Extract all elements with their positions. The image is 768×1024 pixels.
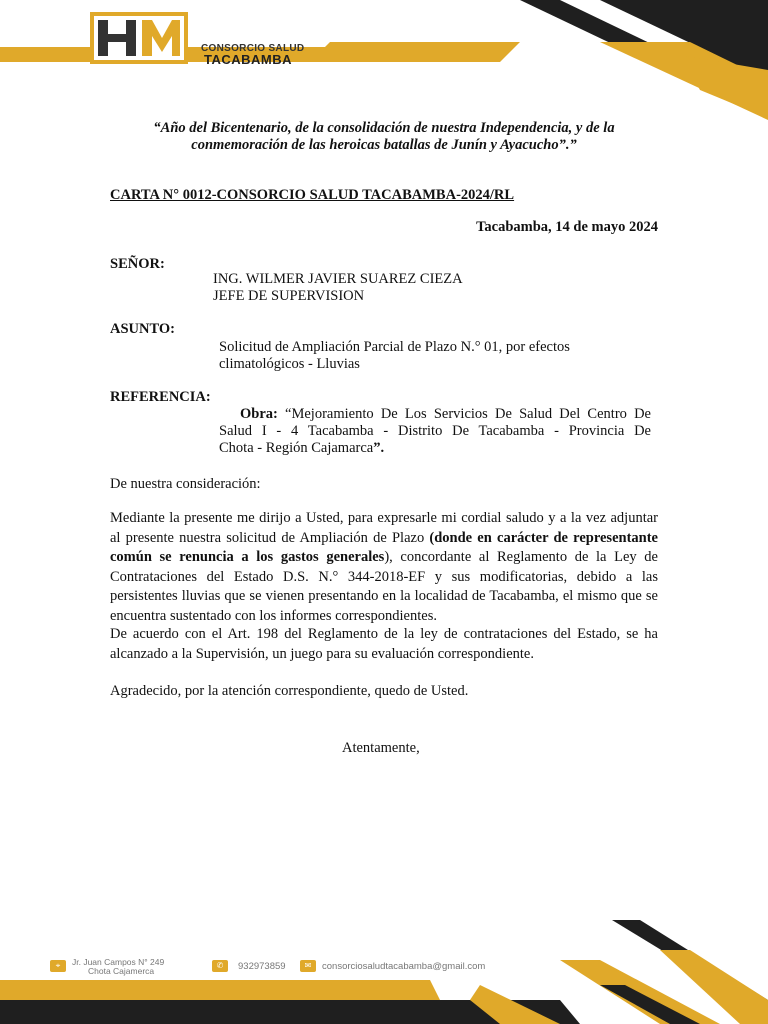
body-paragraph-1 bbox=[110, 509, 658, 626]
year-motto bbox=[110, 120, 658, 154]
addressee-name: ING. WILMER JAVIER SUAREZ CIEZA bbox=[213, 271, 463, 287]
closing-line: Agradecido, por la atención correspondiente, quedo de Usted. bbox=[110, 683, 469, 699]
asunto-line-1: Solicitud de Ampliación Parcial de Plazo N.° 01, por efectos bbox=[219, 339, 570, 355]
obra-line-2: Salud I - 4 Tacabamba - Distrito De Tacabamba - Provincia De bbox=[219, 423, 651, 439]
body-p1-text-a: Mediante la presente me dirijo a Usted, para expresarle mi cordial saludo y a la vez adjuntar al presente nuestra solicitud de Ampliación de Plazo bbox=[110, 510, 658, 546]
obra-line-1: “Mejoramiento De Los Servicios De Salud Del Centro De bbox=[285, 406, 651, 422]
location-icon: ⌖ bbox=[50, 960, 66, 972]
asunto-line-2: climatológicos - Lluvias bbox=[219, 356, 360, 372]
letter-title: CARTA N° 0012-CONSORCIO SALUD TACABAMBA-2024/RL bbox=[110, 187, 515, 203]
obra-reference bbox=[219, 406, 651, 457]
brand-line2: TACABAMBA bbox=[204, 52, 293, 67]
address-line-1: Jr. Juan Campos N° 249 bbox=[72, 957, 165, 967]
phone-icon: ✆ bbox=[212, 960, 228, 972]
body-p1-text-b: ), concordante al Reglamento de la Ley de Contrataciones del Estado D.S. N.° 344-2018-EF y sus modificatorias, debido a las persistentes lluvias que se vienen presentando en la localidad de Tacabamba, el mismo que se encuentra sustentado con los informes correspondientes. bbox=[110, 549, 658, 624]
salutation: De nuestra consideración: bbox=[110, 476, 261, 492]
obra-line-3: Chota - Región Cajamarca bbox=[219, 440, 374, 456]
mail-icon: ✉ bbox=[300, 960, 316, 972]
signoff: Atentamente, bbox=[342, 740, 420, 756]
addressee-role: JEFE DE SUPERVISION bbox=[213, 288, 365, 304]
referencia-label: REFERENCIA: bbox=[110, 389, 211, 405]
letter-date: Tacabamba, 14 de mayo 2024 bbox=[476, 219, 658, 235]
obra-line-3-end: ”. bbox=[373, 440, 385, 456]
brand-line1: CONSORCIO SALUD bbox=[201, 43, 305, 54]
address-line-2: Chota Cajamerca bbox=[88, 966, 155, 976]
senor-label: SEÑOR: bbox=[110, 256, 165, 272]
body-paragraph-2: De acuerdo con el Art. 198 del Reglamento de la ley de contrataciones del Estado, se ha alcanzado a la Supervisión, un juego para su evaluación correspondiente. bbox=[110, 626, 658, 662]
body-p1-bold: (donde en carácter de representante común se renuncia a los gastos generales bbox=[110, 529, 658, 565]
company-logo bbox=[90, 12, 188, 64]
motto-line-2: conmemoración de las heroicas batallas de Junín y Ayacucho”.” bbox=[191, 137, 577, 153]
motto-line-1: “Año del Bicentenario, de la consolidación de nuestra Independencia, y de la bbox=[153, 120, 615, 136]
logo-mark-icon bbox=[90, 12, 188, 64]
phone-number: 932973859 bbox=[238, 961, 286, 972]
obra-label: Obra: bbox=[240, 406, 278, 422]
asunto-label: ASUNTO: bbox=[110, 321, 175, 337]
email-address: consorciosaludtacabamba@gmail.com bbox=[322, 961, 486, 972]
